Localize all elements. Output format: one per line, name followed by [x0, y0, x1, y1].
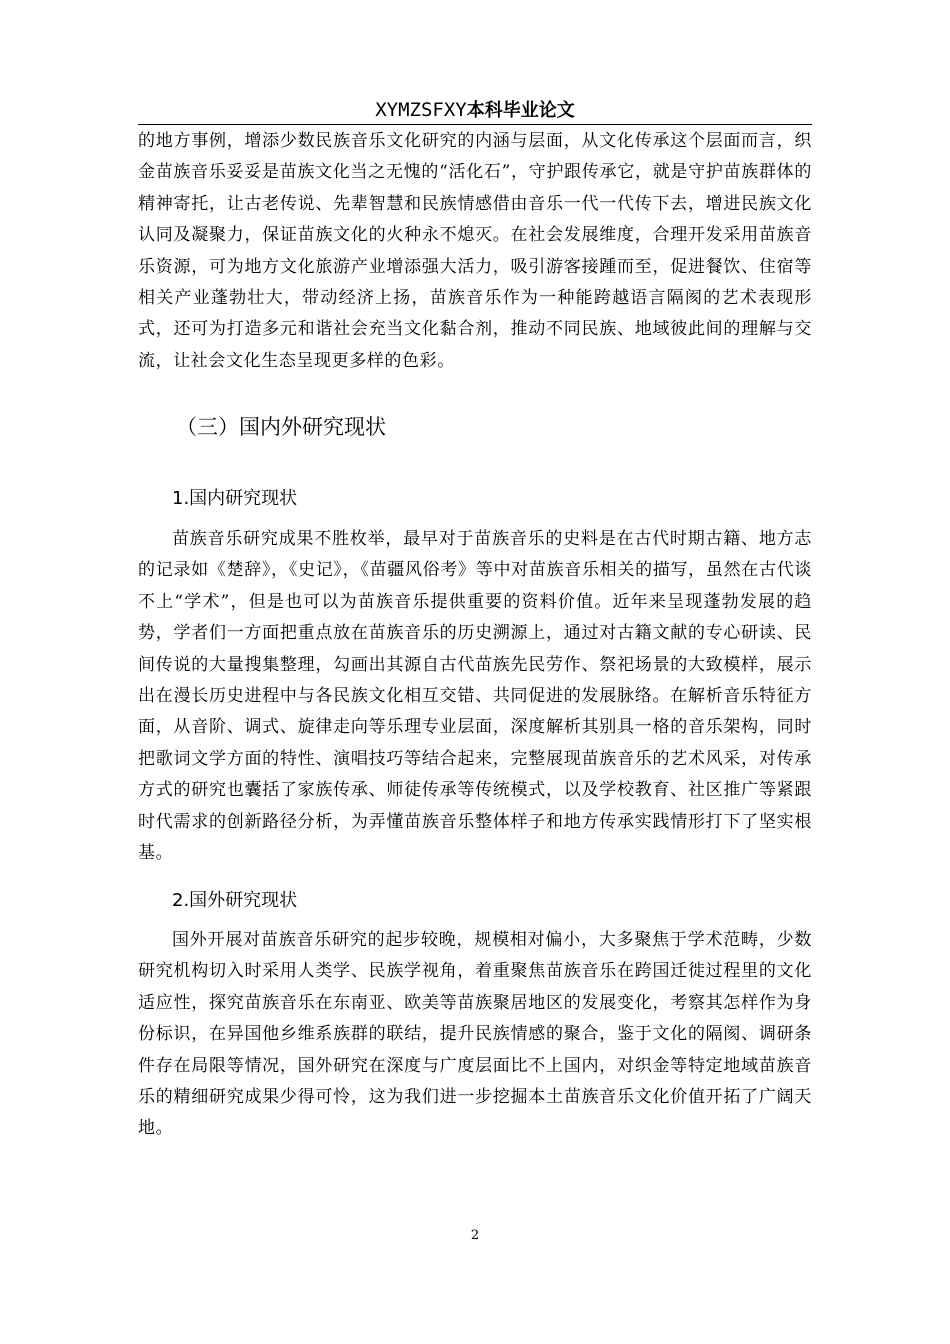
domestic-heading: 1.国内研究现状	[172, 488, 298, 509]
intro-section	[138, 126, 812, 377]
section-heading: （三）国内外研究现状	[176, 415, 386, 439]
header-title: 本科毕业论文	[466, 100, 575, 121]
intro-paragraph: 的地方事例，增添少数民族音乐文化研究的内涵与层面，从文化传承这个层面而言，织金苗族音乐妥妥是苗族文化当之无愧的“活化石”，守护跟传承它，就是守护苗族群体的精神寄托，让古老传说、先辈智慧和民族情感借由音乐一代一代传下去，增进民族文化认同及凝聚力，保证苗族文化的火种永不熄灭。在社会发展维度，合理开发采用苗族音乐资源，可为地方文化旅游产业增添强大活力，吸引游客接踵而至，促进餐饮、住宿等相关产业蓬勃壮大，带动经济上扬，苗族音乐作为一种能跨越语言隔阂的艺术表现形式，还可为打造多元和谐社会充当文化黏合剂，推动不同民族、地域彼此间的理解与交流，让社会文化生态呈现更多样的色彩。	[138, 131, 812, 371]
page-number: 2	[470, 1228, 480, 1243]
domestic-paragraph: 苗族音乐研究成果不胜枚举，最早对于苗族音乐的史料是在古代时期古籍、地方志的记录如《楚辞》，《史记》，《苗疆风俗考》等中对苗族音乐相关的描写，虽然在古代谈不上“学术”，但是也可以为苗族音乐提供重要的资料价值。近年来呈现蓬勃发展的趋势，学者们一方面把重点放在苗族音乐的历史溯源上，通过对古籍文献的专心研读、民间传说的大量搜集整理，勾画出其源自古代苗族先民劳作、祭祀场景的大致模样，展示出在漫长历史进程中与各民族文化相互交错、共同促进的发展脉络。在解析音乐特征方面，从音阶、调式、旋律走向等乐理专业层面，深度解析其别具一格的音乐架构，同时把歌词文学方面的特性、演唱技巧等结合起来，完整展现苗族音乐的艺术风采，对传承方式的研究也囊括了家族传承、师徒传承等传统模式，以及学校教育、社区推广等紧跟时代需求的创新路径分析，为弄懂苗族音乐整体样子和地方传承实践情形打下了坚实根基。	[138, 529, 812, 864]
foreign-paragraph: 国外开展对苗族音乐研究的起步较晚，规模相对偏小，大多聚焦于学术范畴，少数研究机构切入时采用人类学、民族学视角，着重聚焦苗族音乐在跨国迁徙过程里的文化适应性，探究苗族音乐在东南亚、欧美等苗族聚居地区的发展变化，考察其怎样作为身份标识，在异国他乡维系族群的联结，提升民族情感的聚合，鉴于文化的隔阂、调研条件存在局限等情况，国外研究在深度与广度层面比不上国内，对织金等特定地域苗族音乐的精细研究成果少得可怜，这为我们进一步挖掘本土苗族音乐文化价值开拓了广阔天地。	[138, 930, 812, 1139]
foreign-section	[138, 925, 812, 1145]
header-code: XYMZSFXY	[375, 99, 467, 121]
foreign-heading: 2.国外研究现状	[172, 890, 298, 911]
domestic-section	[138, 524, 812, 869]
running-header	[138, 94, 812, 125]
